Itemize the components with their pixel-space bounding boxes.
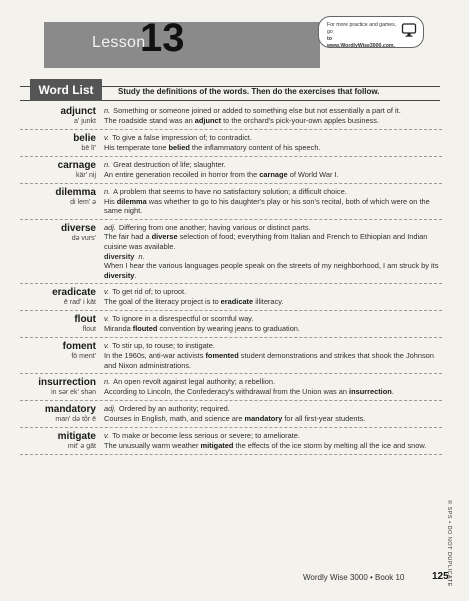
pronunciation: man' də tôr ē <box>55 416 96 424</box>
headword-column <box>20 431 102 451</box>
word-entry-eradicate <box>20 284 442 311</box>
headword: diverse <box>60 222 96 234</box>
headword: insurrection <box>38 377 96 389</box>
part-of-speech: v. <box>104 341 110 351</box>
word-list-tab: Word List <box>30 79 102 101</box>
definition-column <box>102 223 442 281</box>
headword-column <box>20 314 102 334</box>
headword: mandatory <box>44 404 96 416</box>
pronunciation: də vurs' <box>71 234 96 242</box>
example-keyword: insurrection <box>349 386 392 396</box>
headword-column <box>20 133 102 153</box>
word-entries <box>20 103 442 455</box>
pronunciation: di lem' ə <box>70 199 96 206</box>
word-entry-insurrection <box>20 374 442 401</box>
definition-column <box>102 187 442 216</box>
definition <box>104 314 442 324</box>
headword-column <box>20 160 102 180</box>
example-sentence: In the 1960s, anti-war activists fomented student demonstrations and strikes that shook the Johnson and Nixon administrations. <box>104 350 434 370</box>
definition <box>104 160 442 170</box>
definition-column <box>102 377 442 397</box>
part-of-speech: v. <box>104 287 110 297</box>
example-sentence: Courses in English, math, and science are mandatory for all first-year students. <box>104 413 366 423</box>
page-number: 125 <box>432 571 449 582</box>
part-of-speech: v. <box>104 431 110 441</box>
example-sentence: The unusually warm weather mitigated the effects of the ice storm by melting all the ice and snow. <box>104 440 427 450</box>
part-of-speech: v. <box>104 314 110 324</box>
word-entry-dilemma <box>20 184 442 220</box>
part-of-speech: n. <box>104 187 111 196</box>
derived-part-of-speech: n. <box>138 251 145 261</box>
example-sentence: The roadside stand was an adjunct to the orchard's pick-your-own apples business. <box>104 115 380 125</box>
lesson-label: Lesson <box>92 34 146 51</box>
headword: carnage <box>57 160 96 171</box>
definition <box>104 431 442 441</box>
part-of-speech: adj. <box>104 404 116 414</box>
headword: eradicate <box>52 287 96 299</box>
example-keyword: carnage <box>259 169 288 179</box>
definition-text: An open revolt against legal authority; a rebellion. <box>113 377 276 387</box>
example-keyword: flouted <box>132 323 158 333</box>
headword-column <box>20 287 102 307</box>
definition-text: Something or someone joined or added to something else but not essentially a part of it. <box>113 106 401 115</box>
pronunciation: ē rad' i kāt <box>63 299 96 307</box>
example-sentence: The goal of the literacy project is to eradicate illiteracy. <box>104 296 284 306</box>
word-entry-mitigate <box>20 428 442 455</box>
definition-column <box>102 341 442 370</box>
headword: adjunct <box>60 106 96 117</box>
definition <box>104 341 442 351</box>
example-sentence: The fair had a diverse selection of food; everything from Italian and French to Ethiopian and Indian cuisine was available. <box>104 232 428 251</box>
definition-column <box>102 314 442 334</box>
definition-column <box>102 106 442 126</box>
word-entry-mandatory <box>20 401 442 428</box>
headword: foment <box>62 341 96 353</box>
headword: flout <box>74 314 96 326</box>
definition-text: To make or become less serious or severe; to ameliorate. <box>112 431 300 441</box>
definition <box>104 377 442 387</box>
definition-text: To stir up, to rouse; to instigate. <box>112 341 215 351</box>
copyright-notice: © SPS • DO NOT DUPLICATE <box>446 500 452 587</box>
part-of-speech: n. <box>104 106 111 115</box>
part-of-speech: v. <box>104 133 110 142</box>
definition-text: To get rid of; to uproot. <box>112 287 187 297</box>
part-of-speech: adj. <box>104 222 116 232</box>
pronunciation: in sər ek' shən <box>51 389 96 397</box>
word-entry-adjunct <box>20 103 442 130</box>
definition-column <box>102 404 442 424</box>
example-sentence: Miranda flouted convention by wearing jeans to graduation. <box>104 323 300 333</box>
book-title: Wordly Wise 3000 • Book 10 <box>303 573 405 582</box>
example-sentence: According to Lincoln, the Confederacy's withdrawal from the Union was an insurrection. <box>104 386 394 396</box>
part-of-speech: n. <box>104 160 111 169</box>
derived-word: diversity <box>104 251 135 261</box>
example-keyword: fomented <box>205 350 239 360</box>
definition-text: To give a false impression of; to contradict. <box>112 133 252 142</box>
example-keyword: adjunct <box>194 115 222 125</box>
example-keyword: diverse <box>151 232 178 242</box>
pronunciation: fō ment' <box>71 353 96 361</box>
definition-text: A problem that seems to have no satisfactory solution; a difficult choice. <box>113 187 347 196</box>
definition <box>104 187 442 197</box>
definition-text: To ignore in a disrespectful or scornful way. <box>112 314 254 324</box>
definition <box>104 287 442 297</box>
pronunciation: flout <box>82 326 96 334</box>
headword: mitigate <box>57 431 96 443</box>
definition-column <box>102 133 442 153</box>
example-keyword: mitigated <box>200 440 234 450</box>
derived-example-sentence: When I hear the various languages people speak on the streets of my neighborhood, I am struck by its diversity. <box>104 261 439 280</box>
definition-text: Great destruction of life; slaughter. <box>113 160 226 169</box>
example-keyword: dilemma <box>116 196 147 206</box>
example-sentence: His dilemma was whether to go to his daughter's play or his son's recital, both of which were on the same night. <box>104 196 430 216</box>
headword-column <box>20 223 102 281</box>
website-promo-box <box>318 16 424 48</box>
definition <box>104 106 442 116</box>
headword-column <box>20 187 102 216</box>
word-entry-flout <box>20 311 442 338</box>
definition-text: Ordered by an authority; required. <box>118 404 230 414</box>
definition-column <box>102 287 442 307</box>
example-keyword: mandatory <box>244 413 283 423</box>
definition <box>104 223 442 233</box>
definition-text: Differing from one another; having various or distinct parts. <box>118 222 311 232</box>
monitor-icon <box>401 22 417 38</box>
headword: dilemma <box>55 187 96 198</box>
pronunciation: mit' ə gāt <box>67 443 96 451</box>
promo-text: For more practice and games, go to www.WordlyWise3000.com. <box>327 22 397 49</box>
example-sentence: An entire generation recoiled in horror from the carnage of World War I. <box>104 169 339 179</box>
headword-column <box>20 377 102 397</box>
word-entry-belie <box>20 130 442 157</box>
definition-column <box>102 431 442 451</box>
part-of-speech: n. <box>104 377 111 387</box>
headword-column <box>20 404 102 424</box>
definition <box>104 133 442 143</box>
example-keyword: eradicate <box>220 296 254 306</box>
pronunciation: a' junkt <box>74 118 96 125</box>
pronunciation: kär' nij <box>75 172 96 179</box>
headword-column <box>20 106 102 126</box>
word-entry-carnage <box>20 157 442 184</box>
example-keyword: belied <box>168 142 190 152</box>
definition <box>104 404 442 414</box>
derived-form <box>104 252 442 262</box>
pronunciation: bē lī' <box>81 145 96 152</box>
word-entry-foment <box>20 338 442 374</box>
lesson-number: 13 <box>140 16 185 60</box>
definition-column <box>102 160 442 180</box>
instructions: Study the definitions of the words. Then do the exercises that follow. <box>118 87 380 96</box>
example-sentence: His temperate tone belied the inflammatory content of his speech. <box>104 142 321 152</box>
headword-column <box>20 341 102 370</box>
word-entry-diverse <box>20 220 442 285</box>
headword: belie <box>73 133 96 144</box>
